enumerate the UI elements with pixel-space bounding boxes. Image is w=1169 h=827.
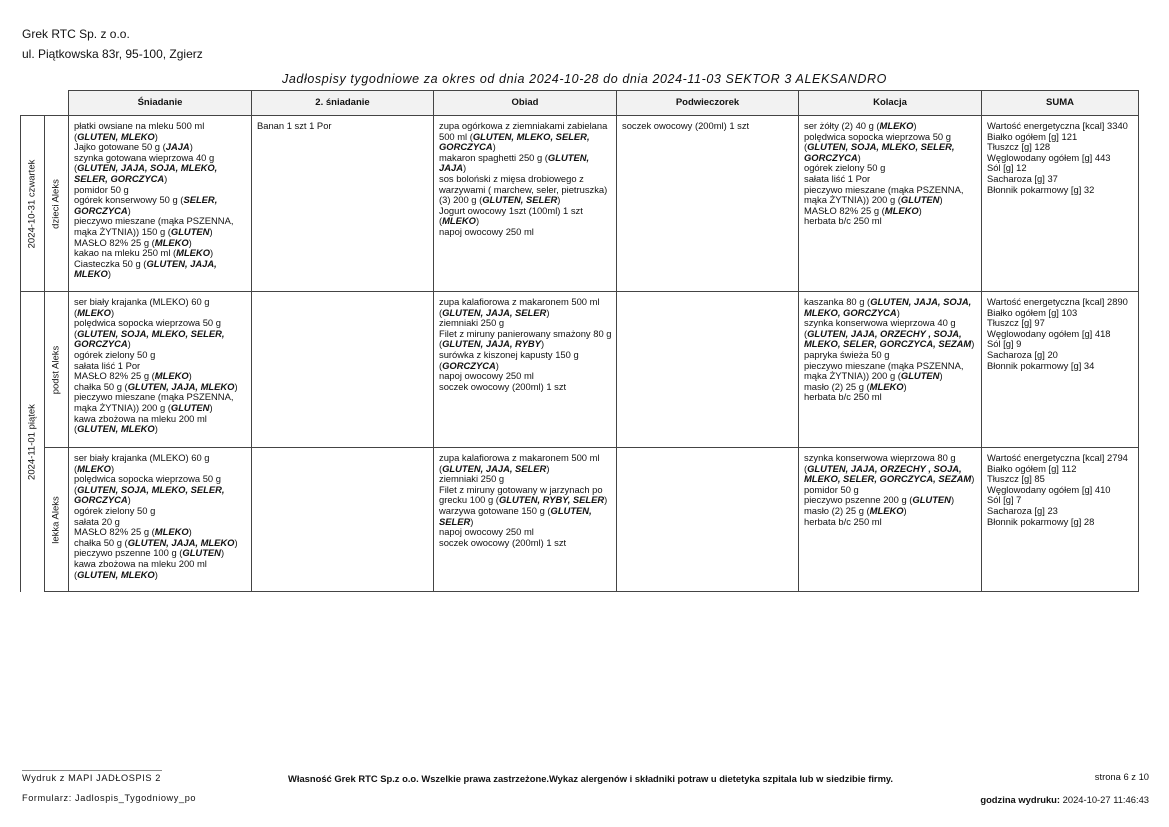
allergen-text: GLUTEN, JAJA, MLEKO [127, 380, 235, 392]
line-text: soczek owocowy (200ml) 1 szt [622, 120, 750, 131]
line-text: ) [234, 380, 238, 392]
line-text: Białko ogółem [g] 121 [987, 130, 1078, 142]
line-text: Ciasteczka 50 g ( [74, 257, 147, 269]
line-text: ogórek zielony 50 g [74, 504, 156, 516]
line-text: papryka świeża 50 g [804, 348, 890, 360]
allergen-text: MLEKO [176, 247, 210, 259]
line-text: ) [546, 462, 550, 474]
line-text: ogórek zielony 50 g [74, 348, 156, 360]
line-text: sałata 20 g [74, 515, 120, 527]
allergen-text: GLUTEN, MLEKO [77, 568, 155, 580]
line-text: ( [74, 306, 78, 318]
allergen-text: GLUTEN [170, 225, 210, 237]
allergen-text: MLEKO [869, 504, 904, 516]
line-text: kaszanka 80 g ( [804, 296, 871, 307]
allergen-text: GORCZYCA [442, 359, 496, 371]
line-text: Wartość energetyczna [kcal] 3340 [987, 120, 1128, 131]
suma-cell [982, 116, 1139, 292]
cell-line [74, 570, 247, 581]
line-text: Filet z miruny panierowany smażony 80 g [439, 327, 612, 339]
line-text: polędwica sopocka wieprzowa 50 g [74, 473, 221, 485]
line-text: pieczywo pszenne 200 g ( [804, 494, 913, 506]
line-text: sos boloński z mięsa drobiowego z [439, 172, 584, 184]
allergen-text: GLUTEN [900, 194, 940, 206]
line-text: ser biały krajanka (MLEKO) 60 g [74, 296, 210, 307]
allergen-text: GLUTEN, JAJA, ORZECHY , SOJA, [807, 462, 962, 474]
line-text: Jogurt owocowy 1szt (100ml) 1 szt [439, 204, 583, 216]
print-time-label: godzina wydruku: [980, 794, 1061, 805]
menu-table [20, 90, 1139, 592]
line-text: mąka ŻYTNIA)) 150 g ( [74, 225, 171, 237]
kolacja-cell [799, 448, 982, 592]
line-text: MASŁO 82% 25 g ( [804, 204, 885, 216]
line-text: Wartość energetyczna [kcal] 2794 [987, 452, 1128, 463]
day-cell [21, 292, 45, 592]
header-kolacja: Kolacja [799, 91, 982, 116]
kolacja-cell [799, 116, 982, 292]
line-text: (3) 200 g ( [439, 194, 483, 206]
company-header [22, 24, 203, 64]
allergen-text: SELER, [183, 194, 218, 206]
kolacja-cell [799, 292, 982, 448]
footer-form: Formularz: Jadlospis_Tygodniowy_po [22, 793, 197, 803]
line-text: Błonnik pokarmowy [g] 34 [987, 359, 1095, 371]
allergen-text: GORCZYCA [74, 204, 128, 216]
line-text: Sól [g] 9 [987, 338, 1022, 350]
line-text: Węglowodany ogółem [g] 410 [987, 483, 1111, 495]
allergen-text: JAJA [165, 141, 190, 153]
line-text: ) [950, 494, 955, 506]
line-text: mąka ŻYTNIA)) 200 g ( [74, 401, 171, 413]
table-row [21, 292, 1139, 448]
allergen-text: GLUTEN, MLEKO [77, 423, 155, 435]
line-text: ) [209, 401, 213, 413]
line-text: Sacharoza [g] 37 [987, 172, 1058, 184]
line-text: ) [896, 306, 900, 318]
sniadanie-cell [69, 116, 252, 292]
line-text: napoj owocowy 250 ml [439, 526, 534, 538]
line-text: mąka ŻYTNIA)) 200 g ( [804, 194, 901, 206]
allergen-text: MLEKO, SELER, GORCZYCA, SEZAM [804, 473, 972, 485]
suma-cell [982, 448, 1139, 592]
allergen-text: GLUTEN, JAJA, SELER [442, 306, 547, 318]
cell-line [987, 517, 1134, 528]
line-text: Sól [g] 12 [987, 162, 1027, 174]
allergen-text: GLUTEN, JAJA, SOJA, [870, 296, 972, 307]
cell-line [987, 185, 1134, 196]
header-sniadanie: Śniadanie [69, 91, 252, 116]
line-text: płatki owsiane na mleku 500 ml [74, 120, 205, 131]
line-text: ) [220, 547, 225, 559]
line-text: zupa kalafiorowa z makaronem 500 ml [439, 452, 600, 463]
allergen-text: GLUTEN, RYBY, SELER [498, 494, 605, 506]
day-label: 2024-10-31 czwartek [26, 159, 38, 248]
line-text: Błonnik pokarmowy [g] 28 [987, 515, 1095, 527]
line-text: ( [74, 327, 78, 339]
line-text: ( [439, 359, 443, 371]
line-text: ) [470, 515, 474, 527]
line-text: Sól [g] 7 [987, 494, 1022, 506]
line-text: ziemniaki 250 g [439, 317, 505, 329]
header-obiad: Obiad [434, 91, 617, 116]
line-text: makaron spaghetti 250 g ( [439, 151, 548, 163]
line-text: surówka z kiszonej kapusty 150 g [439, 348, 579, 360]
podwieczorek-cell [617, 448, 799, 592]
line-text: herbata b/c 250 ml [804, 391, 882, 403]
allergen-text: GLUTEN, JAJA, MLEKO [127, 536, 235, 548]
diet-cell [45, 116, 69, 292]
page-title: Jadłospisy tygodniowe za okres od dnia 2024-10-28 do dnia 2024-11-03 SEKTOR 3 ALEKSANDRO [282, 72, 887, 86]
line-text: ( [439, 338, 443, 350]
line-text: pieczywo mieszane (mąka PSZENNA, [804, 359, 964, 371]
line-text: zupa ogórkowa z ziemniakami zabielana [439, 120, 608, 131]
line-text: Wartość energetyczna [kcal] 2890 [987, 296, 1128, 307]
line-text: Białko ogółem [g] 112 [987, 462, 1077, 474]
allergen-text: GORCZYCA [74, 494, 128, 506]
line-text: ) [127, 338, 131, 350]
line-text: ( [804, 141, 808, 153]
line-text: Tłuszcz [g] 97 [987, 317, 1045, 329]
allergen-text: SELER, GORCZYCA [74, 172, 165, 184]
line-text: pieczywo mieszane (mąka PSZENNA, [74, 215, 234, 227]
line-text: ) [462, 162, 467, 174]
footer-rule [22, 770, 162, 771]
allergen-text: GLUTEN, JAJA, SELER [442, 462, 547, 474]
cell-line [804, 392, 977, 403]
line-text: Węglowodany ogółem [g] 443 [987, 151, 1111, 163]
line-text: ) [495, 359, 499, 371]
header-podwieczorek: Podwieczorek [617, 91, 799, 116]
obiad-cell [434, 448, 617, 592]
line-text: soczek owocowy (200ml) 1 szt [439, 536, 567, 548]
allergen-text: GLUTEN, JAJA, [146, 257, 217, 269]
allergen-text: MLEKO [154, 236, 189, 248]
line-text: ser żółty (2) 40 g ( [804, 120, 880, 131]
line-text: ( [74, 130, 78, 142]
allergen-text: SELER [439, 515, 471, 527]
footer-program: Wydruk z MAPI JADŁOSPIS 2 [22, 773, 161, 783]
line-text: ( [74, 162, 78, 174]
allergen-text: GLUTEN [170, 401, 210, 413]
page-number: strona 6 z 10 [1094, 771, 1149, 782]
diet-label: dzieci Aleks [50, 178, 62, 229]
allergen-text: GLUTEN [900, 370, 940, 382]
line-text: ) [110, 306, 115, 318]
obiad-cell [434, 292, 617, 448]
diet-label: lekka Aleks [50, 495, 62, 544]
allergen-text: MLEKO [154, 526, 189, 538]
diet-label: podst Aleks [50, 345, 62, 394]
line-text: ( [74, 462, 78, 474]
line-text: ser biały krajanka (MLEKO) 60 g [74, 452, 210, 463]
line-text: szynka konserwowa wieprzowa 80 g [804, 452, 956, 463]
line-text: ) [154, 568, 158, 580]
line-text: ) [188, 526, 192, 538]
allergen-text: MLEKO [442, 215, 476, 227]
diet-cell [45, 448, 69, 592]
allergen-text: GLUTEN, JAJA, RYBY [442, 338, 541, 350]
allergen-text: GORCZYCA [439, 141, 493, 153]
line-text: ) [110, 462, 115, 474]
line-text: polędwica sopocka wieprzowa 50 g [74, 317, 221, 329]
allergen-text: GLUTEN, SOJA, MLEKO, SELER, [807, 141, 955, 153]
allergen-text: GLUTEN, [547, 151, 590, 163]
line-text: ) [546, 306, 550, 318]
allergen-text: MLEKO [879, 120, 914, 131]
line-text: Węglowodany ogółem [g] 418 [987, 327, 1111, 339]
line-text: ) [971, 473, 975, 485]
drugie-sniadanie-cell [252, 116, 434, 292]
line-text: chałka 50 g ( [74, 380, 128, 392]
line-text: warzywa gotowane 150 g ( [439, 504, 551, 516]
line-text: pieczywo mieszane (mąka PSZENNA, [804, 183, 964, 195]
podwieczorek-cell [617, 292, 799, 448]
line-text: ogórek zielony 50 g [804, 162, 886, 174]
line-text: kawa zbożowa na mleku 200 ml [74, 412, 207, 424]
header-suma: SUMA [982, 91, 1139, 116]
allergen-text: GLUTEN [912, 494, 951, 506]
cell-line [622, 121, 794, 132]
line-text: masło (2) 25 g ( [804, 380, 870, 392]
line-text: szynka konserwowa wieprzowa 40 g [804, 317, 956, 329]
allergen-text: GLUTEN, SOJA, MLEKO, SELER, [77, 327, 225, 339]
cell-line [439, 382, 612, 393]
line-text: sałata liść 1 Por [804, 172, 871, 184]
allergen-text: GLUTEN, MLEKO, SELER, [472, 130, 590, 142]
line-text: herbata b/c 250 ml [804, 215, 882, 227]
line-text: mąka ŻYTNIA)) 200 g ( [804, 370, 901, 382]
line-text: grecku 100 g ( [439, 494, 499, 506]
line-text: ( [439, 462, 443, 474]
company-name: Grek RTC Sp. z o.o. [22, 27, 130, 41]
blank-header-day [21, 91, 45, 116]
allergen-text: MLEKO [869, 380, 904, 392]
suma-cell [982, 292, 1139, 448]
line-text: ( [439, 306, 443, 318]
table-row [21, 448, 1139, 592]
header-row [21, 91, 1139, 116]
line-text: ) [492, 141, 496, 153]
line-text: ) [540, 338, 545, 350]
line-text: sałata liść 1 Por [74, 359, 141, 371]
allergen-text: GORCZYCA [74, 338, 128, 350]
line-text: szynka gotowana wieprzowa 40 g [74, 151, 215, 163]
line-text: chałka 50 g ( [74, 536, 128, 548]
line-text: ) [903, 380, 907, 392]
allergen-text: JAJA [439, 162, 463, 174]
allergen-text: GORCZYCA [804, 151, 858, 163]
table-row [21, 116, 1139, 292]
line-text: ) [127, 494, 131, 506]
diet-cell [45, 292, 69, 448]
line-text: Jajko gotowane 50 g ( [74, 141, 166, 153]
allergen-text: MLEKO, SELER, GORCZYCA, SEZAM [804, 338, 972, 350]
line-text: MASŁO 82% 25 g ( [74, 526, 155, 538]
line-text: pieczywo pszenne 100 g ( [74, 547, 183, 559]
cell-line [439, 538, 612, 549]
line-text: ) [210, 247, 214, 259]
line-text: Tłuszcz [g] 85 [987, 473, 1045, 485]
line-text: napoj owocowy 250 ml [439, 370, 534, 382]
line-text: ) [188, 236, 192, 248]
allergen-text: GLUTEN, SOJA, MLEKO, SELER, [77, 483, 225, 495]
sniadanie-cell [69, 292, 252, 448]
line-text: warzywami ( marchew, seler, pietruszka) [439, 183, 608, 195]
cell-line [439, 227, 612, 238]
allergen-text: MLEKO, GORCZYCA [804, 306, 897, 318]
line-text: kawa zbożowa na mleku 200 ml [74, 557, 207, 569]
cell-line [74, 424, 247, 435]
line-text: Sacharoza [g] 23 [987, 504, 1058, 516]
line-text: ) [557, 194, 561, 206]
line-text: ) [234, 536, 238, 548]
line-text: ogórek konserwowy 50 g ( [74, 194, 184, 206]
sniadanie-cell [69, 448, 252, 592]
line-text: ( [439, 215, 443, 227]
line-text: ) [127, 204, 131, 216]
line-text: MASŁO 82% 25 g ( [74, 236, 155, 248]
line-text: ( [74, 483, 78, 495]
line-text: MASŁO 82% 25 g ( [74, 370, 155, 382]
line-text: Filet z miruny gotowany w jarzynach po [439, 483, 603, 495]
cell-line [804, 216, 977, 227]
allergen-text: MLEKO [154, 370, 189, 382]
line-text: Tłuszcz [g] 128 [987, 141, 1051, 153]
line-text: ) [971, 338, 975, 350]
line-text: herbata b/c 250 ml [804, 515, 882, 527]
line-text: ) [857, 151, 861, 163]
line-text: ( [74, 568, 78, 580]
cell-line [804, 517, 977, 528]
drugie-sniadanie-cell [252, 292, 434, 448]
line-text: ) [939, 370, 943, 382]
line-text: ) [209, 225, 213, 237]
line-text: napoj owocowy 250 ml [439, 225, 534, 237]
line-text: Błonnik pokarmowy [g] 32 [987, 183, 1095, 195]
line-text: ) [903, 504, 907, 516]
print-time-value: 2024-10-27 11:46:43 [1062, 794, 1149, 805]
line-text: Banan 1 szt 1 Por [257, 120, 332, 131]
line-text: ) [154, 130, 158, 142]
allergen-text: GLUTEN, JAJA, SOJA, MLEKO, [77, 162, 218, 174]
line-text: ) [189, 141, 193, 153]
line-text: ) [939, 194, 943, 206]
allergen-text: GLUTEN, JAJA, ORZECHY , SOJA, [807, 327, 962, 339]
allergen-text: GLUTEN [182, 547, 221, 559]
allergen-text: MLEKO [74, 268, 108, 280]
allergen-text: MLEKO [77, 462, 111, 474]
line-text: 500 ml ( [439, 130, 473, 142]
footer-page-info [980, 771, 1149, 805]
line-text: ) [913, 120, 917, 131]
line-text: polędwica sopocka wieprzowa 50 g [804, 130, 951, 142]
line-text: kakao na mleku 250 ml ( [74, 247, 177, 259]
line-text: ) [475, 215, 480, 227]
line-text: ) [107, 268, 111, 280]
drugie-sniadanie-cell [252, 448, 434, 592]
line-text: ) [154, 423, 158, 435]
line-text: soczek owocowy (200ml) 1 szt [439, 380, 567, 392]
line-text: Białko ogółem [g] 103 [987, 306, 1078, 318]
footer-copyright: Własność Grek RTC Sp.z o.o. Wszelkie prawa zastrzeżone.Wykaz alergenów i składniki potraw u dietetyka szpitala lub w siedzibie firmy. [288, 773, 894, 784]
line-text: ( [74, 423, 78, 435]
line-text: masło (2) 25 g ( [804, 504, 870, 516]
cell-line [257, 121, 429, 132]
line-text: pomidor 50 g [804, 483, 859, 495]
company-address: ul. Piątkowska 83r, 95-100, Zgierz [22, 47, 203, 61]
allergen-text: GLUTEN, [550, 504, 592, 516]
header-drugie-sniadanie: 2. śniadanie [252, 91, 434, 116]
allergen-text: GLUTEN, MLEKO [77, 130, 155, 142]
line-text: ) [918, 204, 922, 216]
line-text: ) [164, 172, 168, 184]
cell-line [74, 269, 247, 280]
print-time-line [980, 794, 1149, 805]
day-label: 2024-11-01 piątek [26, 403, 38, 480]
line-text: pomidor 50 g [74, 183, 129, 195]
cell-line [987, 361, 1134, 372]
podwieczorek-cell [617, 116, 799, 292]
line-text: ( [804, 462, 808, 474]
line-text: Sacharoza [g] 20 [987, 348, 1058, 360]
line-text: ( [804, 327, 808, 339]
line-text: ) [604, 494, 608, 506]
allergen-text: GLUTEN, SELER [482, 194, 558, 206]
footer-print-info [22, 770, 196, 803]
line-text: ziemniaki 250 g [439, 473, 505, 485]
line-text: ) [188, 370, 192, 382]
obiad-cell [434, 116, 617, 292]
allergen-text: MLEKO [884, 204, 919, 216]
line-text: pieczywo mieszane (mąka PSZENNA, [74, 391, 234, 403]
day-cell [21, 116, 45, 292]
line-text: zupa kalafiorowa z makaronem 500 ml [439, 296, 600, 307]
blank-header-diet [45, 91, 69, 116]
allergen-text: MLEKO [77, 306, 111, 318]
